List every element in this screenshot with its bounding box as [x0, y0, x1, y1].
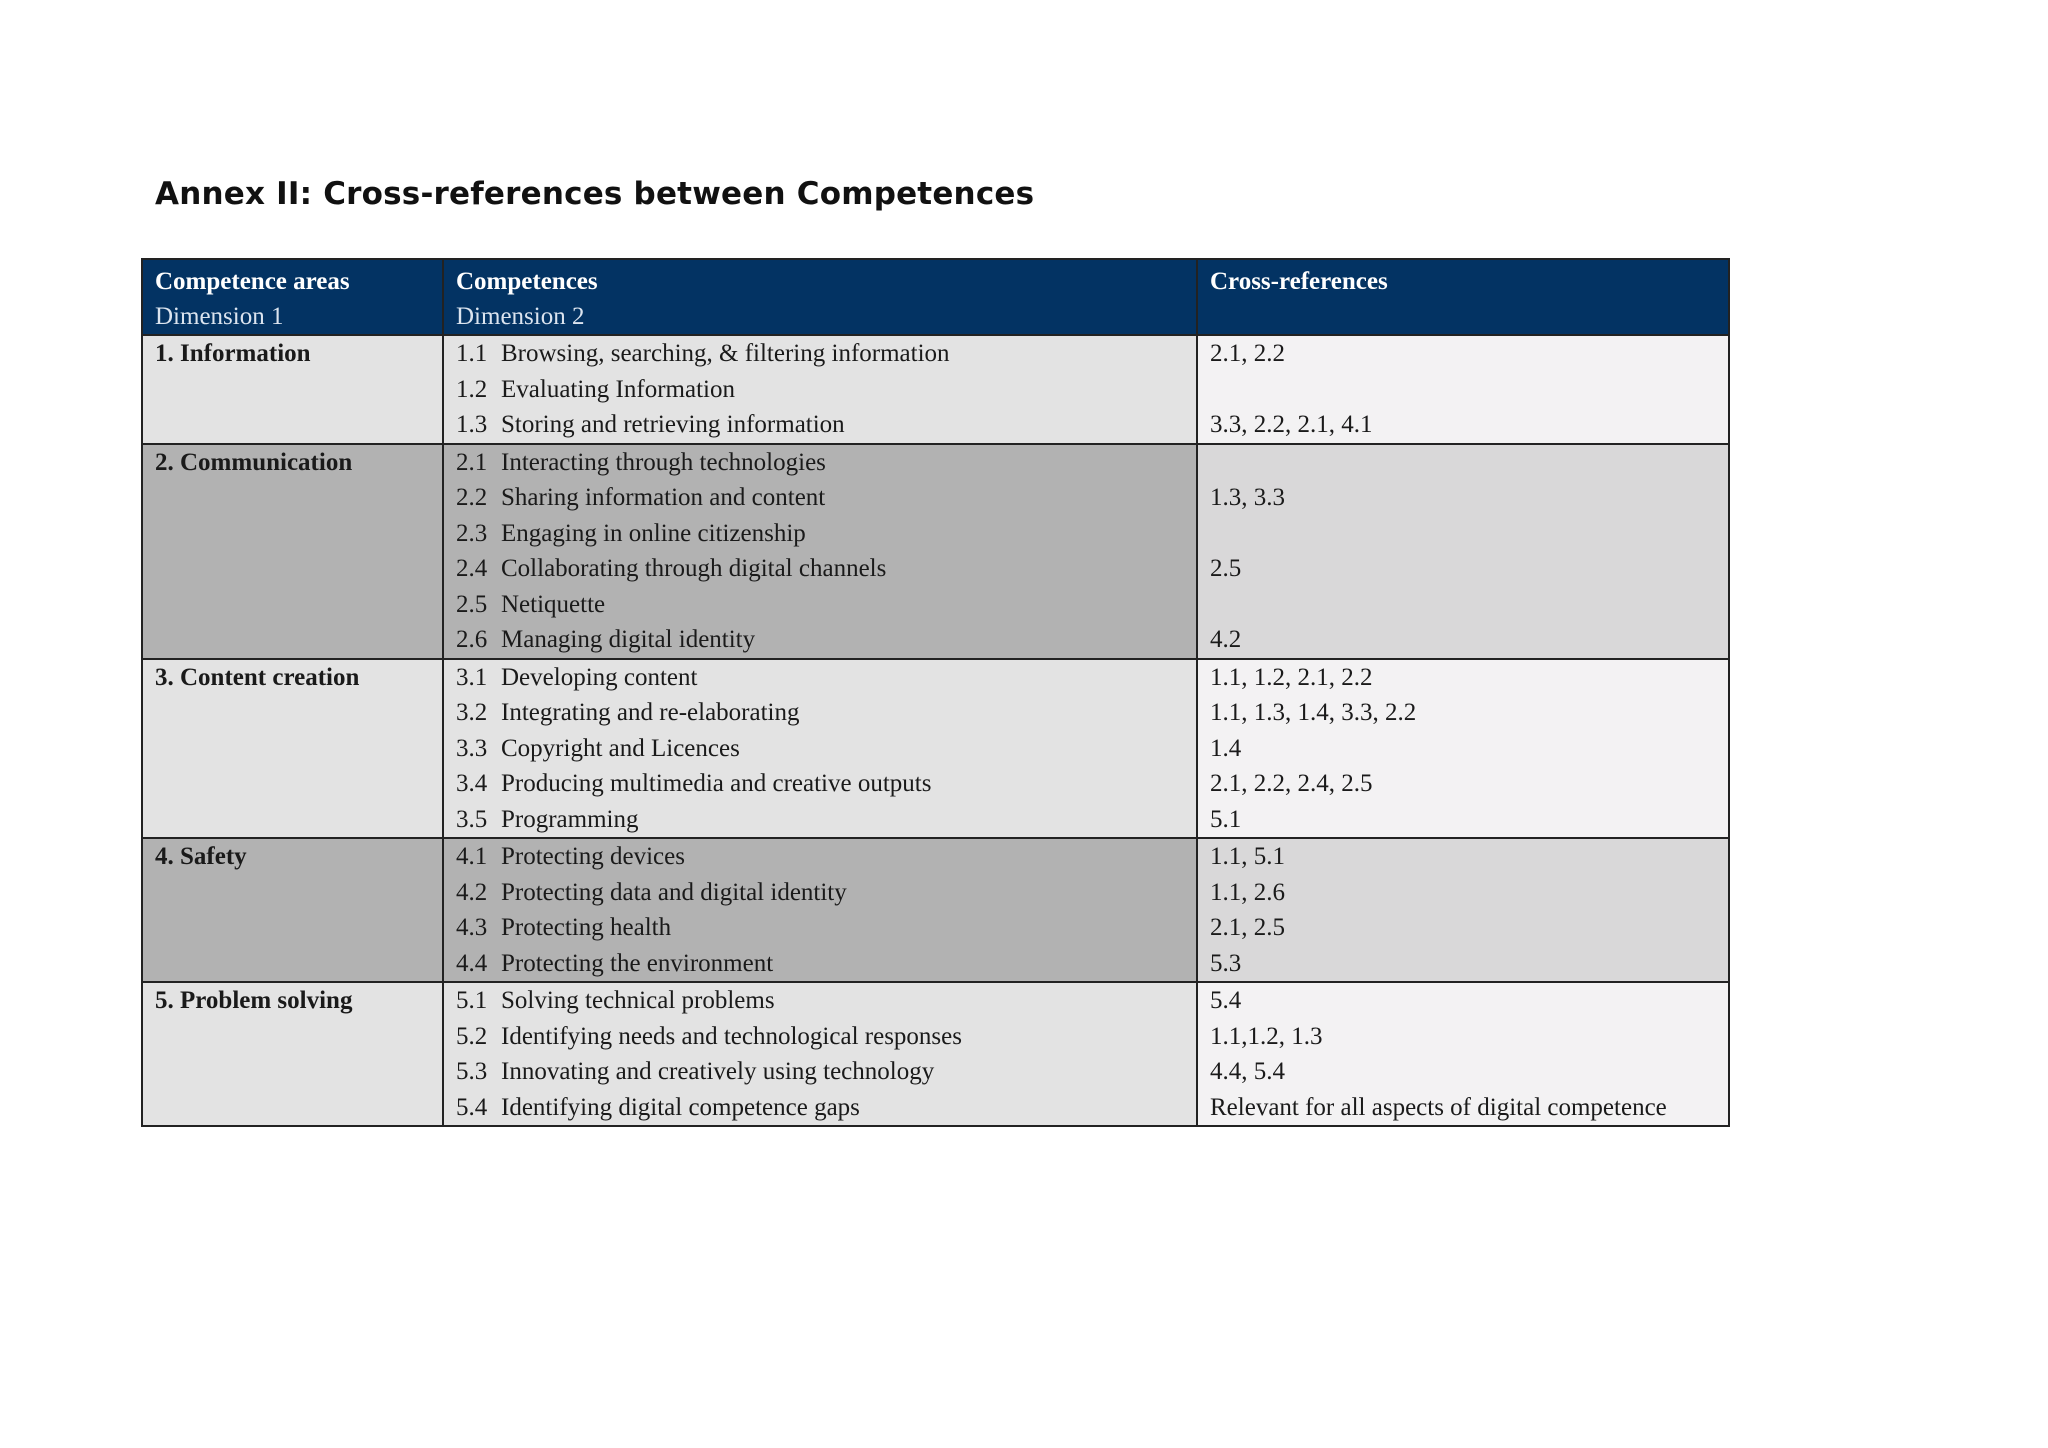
competence-item [456, 802, 1184, 838]
competence-area-cell [142, 659, 443, 839]
competence-item [456, 660, 1184, 696]
competence-label: Developing content [501, 663, 698, 691]
competence-label: Collaborating through digital channels [501, 555, 887, 582]
competence-area-name: 3. Content creation [155, 663, 360, 691]
competence-number: 2.1 [456, 448, 488, 476]
competence-item [456, 1090, 1184, 1126]
competence-number: 2.6 [456, 626, 488, 653]
table-row [142, 444, 1729, 659]
competence-number: 3.2 [456, 699, 488, 726]
competence-label: Integrating and re-elaborating [501, 699, 800, 726]
competence-number: 1.1 [456, 340, 488, 367]
cross-reference-item: 3.3, 2.2, 2.1, 4.1 [1210, 411, 1373, 438]
competence-label: Netiquette [501, 590, 606, 618]
cross-references-cell [1197, 659, 1729, 839]
cross-references-cell [1197, 838, 1729, 982]
cross-reference-item: 1.1,1.2, 1.3 [1210, 1022, 1323, 1050]
competence-item [456, 766, 1184, 802]
competence-area-name: 1. Information [155, 340, 311, 367]
competence-label: Producing multimedia and creative outputs [501, 770, 932, 797]
cross-reference-item: 1.1, 5.1 [1210, 843, 1285, 870]
competence-number: 4.3 [456, 914, 488, 941]
cross-reference-item [1210, 587, 1716, 623]
competence-item [456, 372, 1184, 408]
table-row [142, 335, 1729, 444]
competence-area-cell [142, 838, 443, 982]
page-title: Annex II: Cross-references between Competences [155, 176, 1035, 212]
competence-number: 4.4 [456, 949, 488, 977]
header-competence-areas [142, 259, 443, 335]
competence-number: 5.1 [456, 987, 488, 1014]
cross-reference-item: 1.1, 2.6 [1210, 878, 1285, 906]
cross-reference-item: Relevant for all aspects of digital competence [1210, 1093, 1667, 1121]
cross-references-cell [1197, 335, 1729, 444]
header-competences [443, 259, 1197, 335]
competence-item [456, 587, 1184, 623]
header-cross-references [1197, 259, 1729, 335]
header-col1-main: Competence areas [155, 268, 350, 295]
cross-references-cell [1197, 982, 1729, 1126]
competence-item [456, 875, 1184, 911]
competence-area-name: 2. Communication [155, 448, 353, 476]
competence-number: 5.4 [456, 1093, 488, 1121]
competences-cell [443, 335, 1197, 444]
cross-reference-item: 4.2 [1210, 626, 1242, 653]
competence-label: Copyright and Licences [501, 734, 740, 762]
competence-item [456, 336, 1184, 372]
competences-cell [443, 659, 1197, 839]
cross-reference-item: 1.3, 3.3 [1210, 484, 1285, 511]
competence-area-cell [142, 335, 443, 444]
competence-label: Innovating and creatively using technology [501, 1058, 935, 1085]
table-row [142, 659, 1729, 839]
competence-label: Storing and retrieving information [501, 411, 845, 438]
competence-label: Evaluating Information [501, 375, 735, 403]
table-header [142, 259, 1729, 335]
competence-item [456, 480, 1184, 516]
competence-label: Protecting data and digital identity [501, 878, 847, 906]
table-body [142, 335, 1729, 1126]
cross-reference-item: 1.4 [1210, 734, 1242, 762]
competences-cell [443, 982, 1197, 1126]
header-col1-sub: Dimension 1 [155, 303, 284, 330]
cross-reference-item: 1.1, 1.2, 2.1, 2.2 [1210, 663, 1373, 691]
cross-reference-item: 4.4, 5.4 [1210, 1058, 1285, 1085]
competence-item [456, 1019, 1184, 1055]
competence-item [456, 407, 1184, 443]
competence-item [456, 731, 1184, 767]
cross-reference-item: 2.1, 2.5 [1210, 914, 1285, 941]
competence-item [456, 983, 1184, 1019]
header-col3-main: Cross-references [1210, 268, 1388, 295]
competence-label: Protecting devices [501, 843, 685, 870]
table-row [142, 838, 1729, 982]
competence-item [456, 1054, 1184, 1090]
competence-item [456, 551, 1184, 587]
competence-item [456, 516, 1184, 552]
competence-label: Interacting through technologies [501, 448, 826, 476]
competence-number: 1.2 [456, 375, 488, 403]
competence-label: Programming [501, 805, 639, 833]
competence-item [456, 445, 1184, 481]
competence-number: 2.3 [456, 519, 488, 547]
cross-reference-item: 5.4 [1210, 987, 1242, 1014]
cross-reference-item: 5.3 [1210, 949, 1242, 977]
cross-reference-item: 2.5 [1210, 555, 1242, 582]
competences-cell [443, 444, 1197, 659]
competence-number: 2.2 [456, 484, 488, 511]
competences-cell [443, 838, 1197, 982]
competence-item [456, 946, 1184, 982]
cross-reference-table [141, 258, 1730, 1127]
competence-item [456, 839, 1184, 875]
competence-label: Engaging in online citizenship [501, 519, 806, 547]
cross-reference-item [1210, 445, 1716, 481]
competence-number: 2.5 [456, 590, 488, 618]
competence-number: 5.2 [456, 1022, 488, 1050]
competence-number: 3.3 [456, 734, 488, 762]
competence-label: Sharing information and content [501, 484, 826, 511]
header-col2-sub: Dimension 2 [456, 303, 585, 330]
competence-area-cell [142, 982, 443, 1126]
competence-label: Identifying digital competence gaps [501, 1093, 860, 1121]
cross-reference-item [1210, 516, 1716, 552]
competence-number: 3.5 [456, 805, 488, 833]
competence-item [456, 695, 1184, 731]
competence-label: Protecting the environment [501, 949, 774, 977]
competence-area-name: 4. Safety [155, 843, 247, 870]
cross-reference-item: 1.1, 1.3, 1.4, 3.3, 2.2 [1210, 699, 1417, 726]
cross-reference-item: 5.1 [1210, 805, 1242, 833]
competence-number: 3.1 [456, 663, 488, 691]
competence-label: Managing digital identity [501, 626, 756, 653]
table-row [142, 982, 1729, 1126]
competence-item [456, 910, 1184, 946]
competence-number: 4.2 [456, 878, 488, 906]
header-col2-main: Competences [456, 268, 598, 295]
cross-reference-item [1210, 372, 1716, 408]
competence-number: 5.3 [456, 1058, 488, 1085]
competence-label: Protecting health [501, 914, 672, 941]
competence-label: Solving technical problems [501, 987, 775, 1014]
competence-area-name: 5. Problem solving [155, 987, 353, 1014]
competence-number: 3.4 [456, 770, 488, 797]
cross-reference-item: 2.1, 2.2 [1210, 340, 1285, 367]
competence-number: 2.4 [456, 555, 488, 582]
competence-area-cell [142, 444, 443, 659]
cross-reference-item: 2.1, 2.2, 2.4, 2.5 [1210, 770, 1373, 797]
competence-label: Browsing, searching, & filtering information [501, 340, 950, 367]
competence-number: 1.3 [456, 411, 488, 438]
competence-number: 4.1 [456, 843, 488, 870]
competence-label: Identifying needs and technological responses [501, 1022, 962, 1050]
cross-references-cell [1197, 444, 1729, 659]
competence-item [456, 622, 1184, 658]
